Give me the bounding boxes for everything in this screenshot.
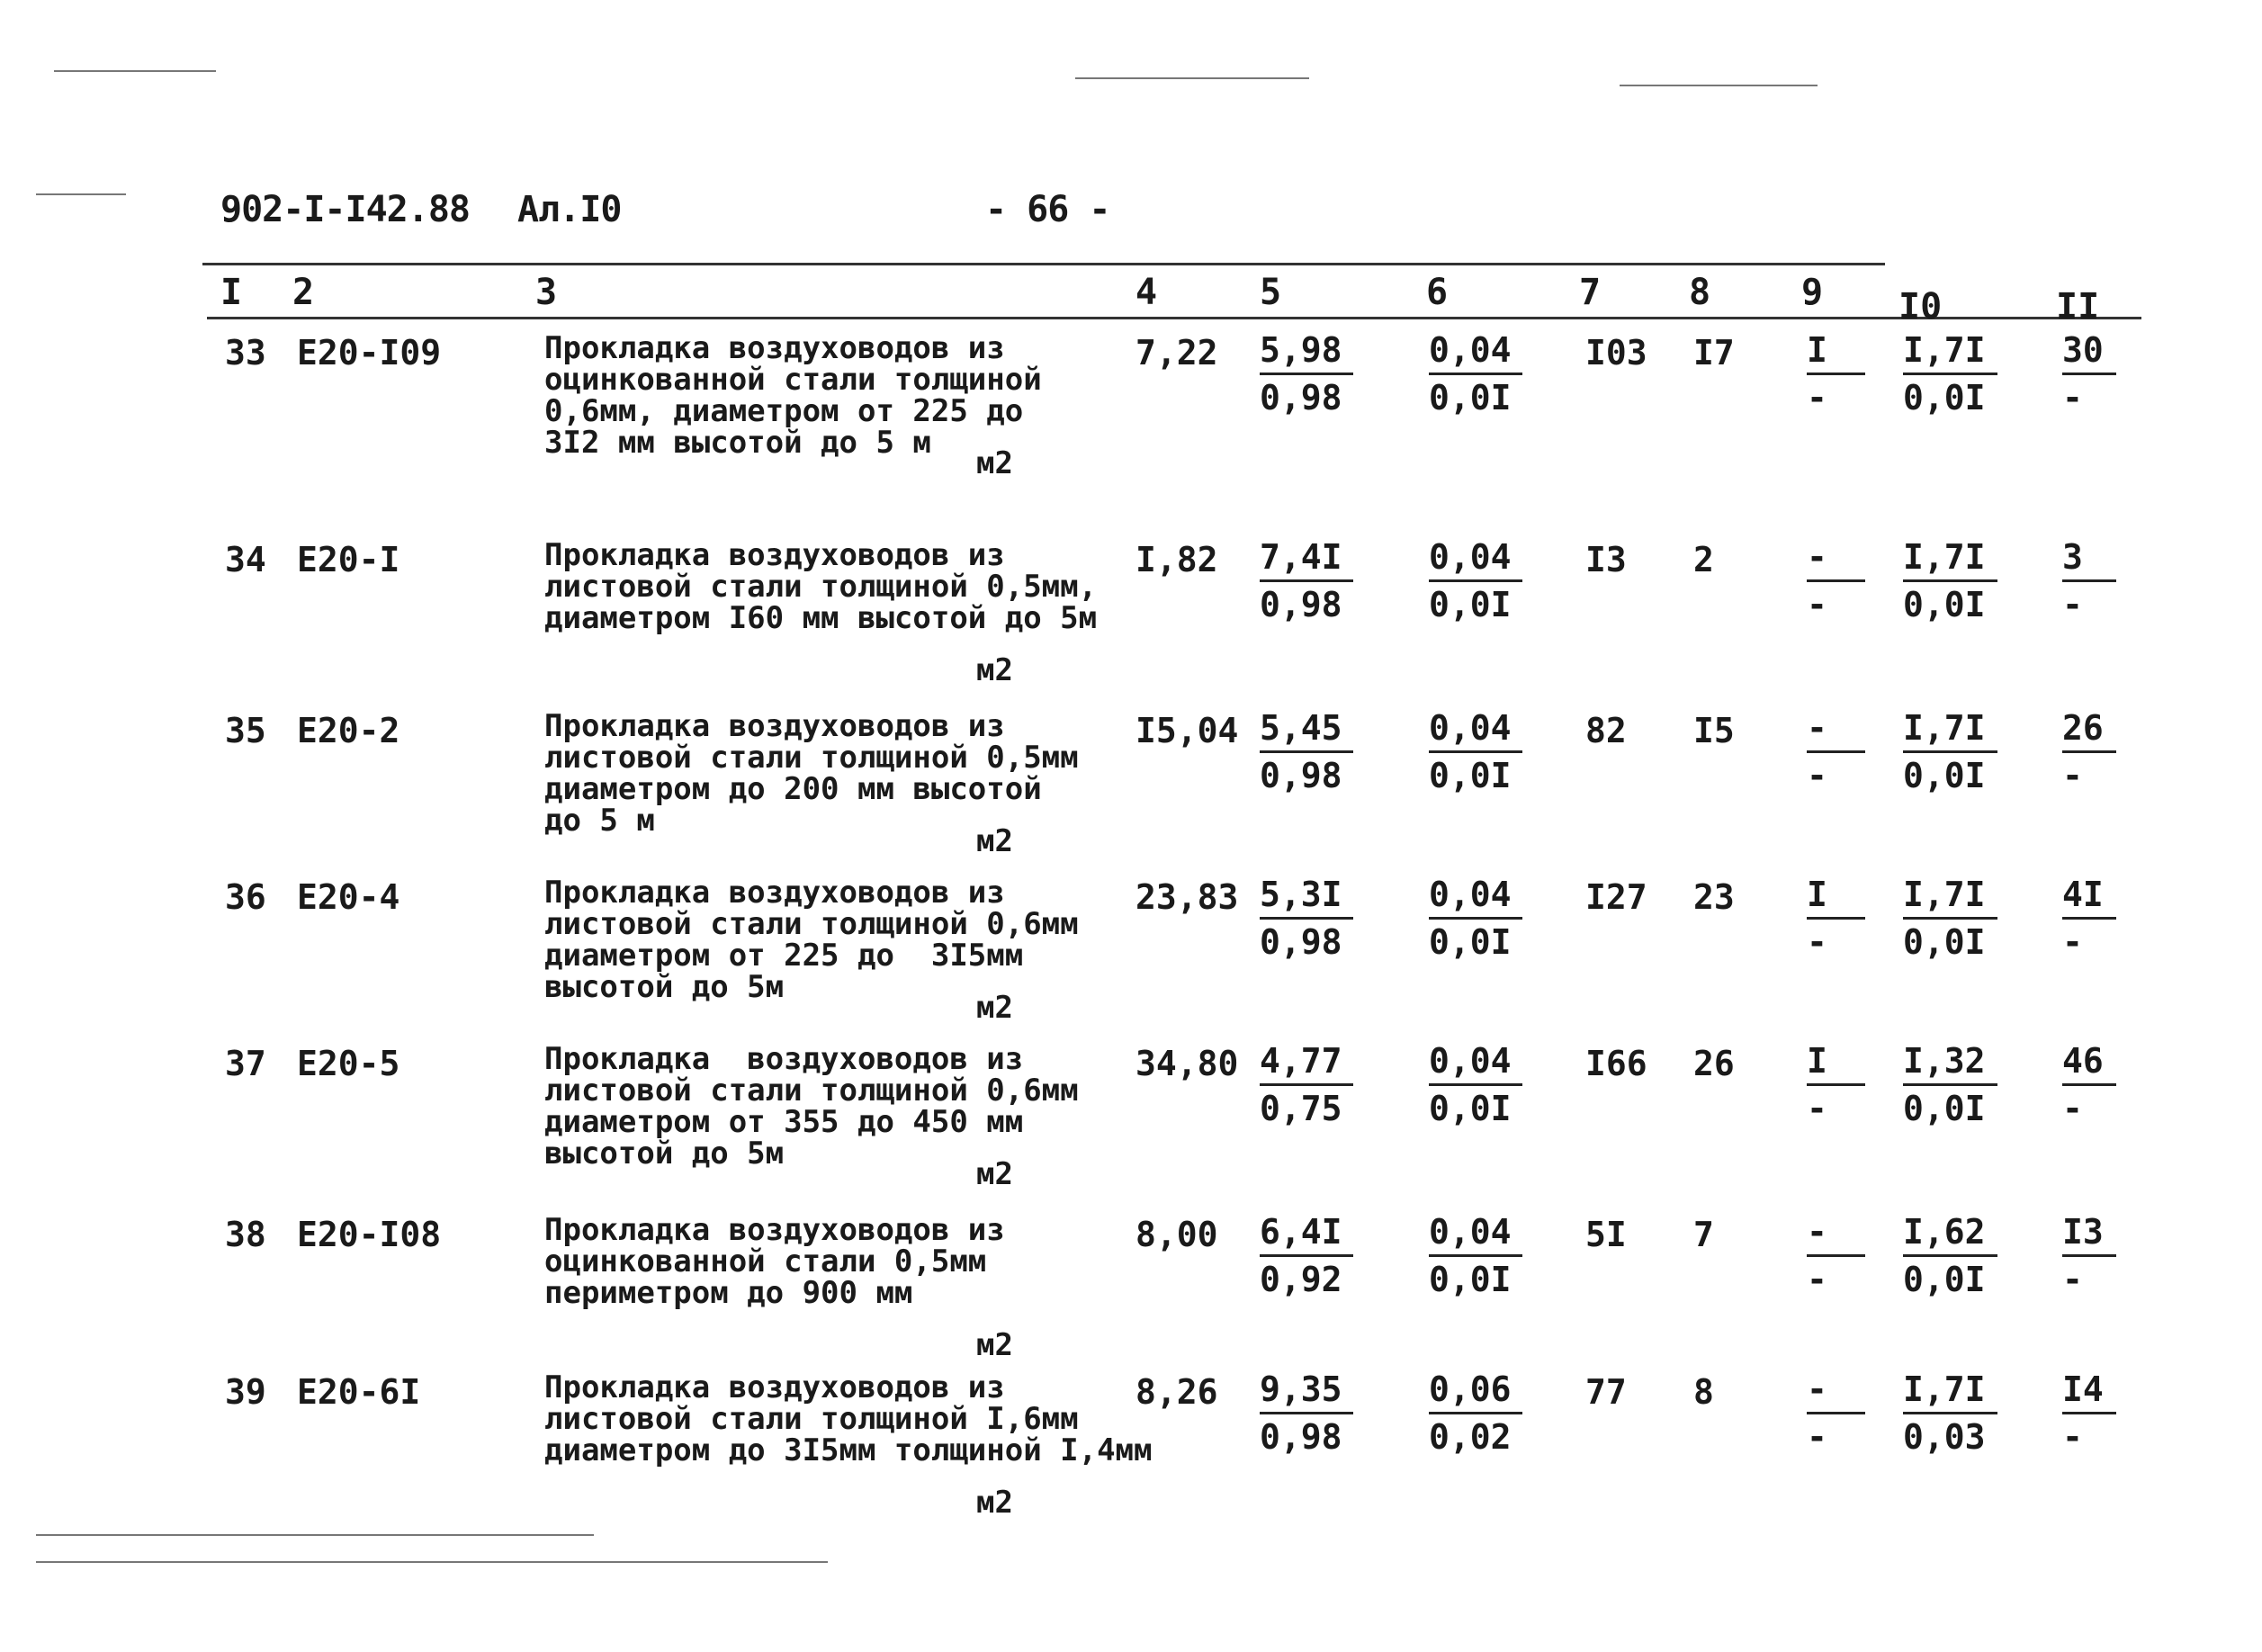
- labor-total-top: 3: [2062, 534, 2116, 582]
- scan-noise: [36, 1534, 594, 1536]
- wage-cost-bottom: 0,0I: [1429, 378, 1512, 417]
- description-line: диаметром от 355 до 450 мм: [544, 1104, 1024, 1140]
- unit-label: м2: [976, 652, 1013, 688]
- rate-code: Е20-5: [297, 1044, 400, 1083]
- labor-total-bottom: -: [2062, 1417, 2083, 1457]
- description-line: 3I2 мм высотой до 5 м: [544, 425, 931, 461]
- work-description: [544, 330, 1042, 461]
- labor-per-unit: [1903, 1367, 1997, 1459]
- description-line: листовой стали толщиной 0,5мм,: [544, 569, 1098, 605]
- total-wage: 8: [1693, 1372, 1714, 1412]
- machine-cost-bottom: -: [1807, 922, 1827, 962]
- quantity: 7,22: [1135, 333, 1218, 373]
- table-row: [0, 330, 2262, 495]
- unit-label: м2: [976, 1327, 1013, 1363]
- column-rule: [207, 317, 2141, 319]
- unit-cost-bottom: 0,98: [1260, 922, 1342, 962]
- machine-cost-top: I: [1807, 1038, 1865, 1086]
- labor-total-bottom: -: [2062, 922, 2083, 962]
- col-num-11: II: [2056, 286, 2100, 328]
- machine-cost-top: I: [1807, 872, 1865, 920]
- unit-cost-bottom: 0,98: [1260, 378, 1342, 417]
- machine-cost-bottom: -: [1807, 1417, 1827, 1457]
- unit-label: м2: [976, 445, 1013, 481]
- unit-label: м2: [976, 1485, 1013, 1521]
- total-cost: I27: [1585, 877, 1647, 917]
- labor-per-unit-bottom: 0,0I: [1903, 756, 1986, 795]
- labor-per-unit: [1903, 1038, 1997, 1131]
- album-number: Ал.I0: [517, 189, 622, 230]
- table-row: [0, 708, 2262, 873]
- wage-cost-bottom: 0,0I: [1429, 585, 1512, 624]
- machine-cost-bottom: -: [1807, 1260, 1827, 1299]
- labor-per-unit: [1903, 872, 1997, 965]
- col-num-8: 8: [1689, 272, 1711, 313]
- unit-label: м2: [976, 1156, 1013, 1192]
- labor-total: [2062, 872, 2116, 965]
- work-description: [544, 877, 1079, 1003]
- table-row: [0, 1369, 2262, 1534]
- machine-cost: [1807, 534, 1865, 627]
- labor-total-top: I3: [2062, 1209, 2116, 1257]
- labor-total: [2062, 1367, 2116, 1459]
- wage-cost: [1429, 1209, 1522, 1302]
- scan-noise: [1620, 85, 1818, 86]
- row-number: 33: [225, 333, 266, 373]
- machine-cost-bottom: -: [1807, 756, 1827, 795]
- wage-cost: [1429, 1367, 1522, 1459]
- labor-total: [2062, 1209, 2116, 1302]
- rate-code: Е20-6I: [297, 1372, 421, 1412]
- labor-total-top: 30: [2062, 328, 2116, 375]
- description-line: 0,6мм, диаметром от 225 до: [544, 393, 1024, 429]
- unit-cost: [1260, 705, 1353, 798]
- total-wage: 26: [1693, 1044, 1735, 1083]
- row-number: 34: [225, 540, 266, 579]
- machine-cost-bottom: -: [1807, 378, 1827, 417]
- labor-per-unit-bottom: 0,0I: [1903, 585, 1986, 624]
- description-line: листовой стали толщиной 0,5мм: [544, 740, 1079, 776]
- col-num-2: 2: [292, 272, 315, 313]
- unit-label: м2: [976, 823, 1013, 859]
- unit-cost-bottom: 0,92: [1260, 1260, 1342, 1299]
- unit-cost: [1260, 1038, 1353, 1131]
- labor-total-bottom: -: [2062, 1089, 2083, 1128]
- unit-cost-bottom: 0,98: [1260, 585, 1342, 624]
- labor-total: [2062, 328, 2116, 420]
- rate-code: Е20-2: [297, 711, 400, 750]
- description-line: Прокладка воздуховодов из: [544, 1041, 1024, 1077]
- wage-cost-bottom: 0,02: [1429, 1417, 1512, 1457]
- header-rule: [202, 263, 1885, 265]
- labor-per-unit-top: I,32: [1903, 1038, 1997, 1086]
- labor-per-unit: [1903, 705, 1997, 798]
- table-row: [0, 1212, 2262, 1377]
- col-num-4: 4: [1135, 272, 1158, 313]
- description-line: Прокладка воздуховодов из: [544, 1212, 1005, 1248]
- machine-cost-bottom: -: [1807, 1089, 1827, 1128]
- description-line: до 5 м: [544, 803, 655, 839]
- labor-per-unit-bottom: 0,0I: [1903, 1260, 1986, 1299]
- machine-cost: [1807, 1367, 1865, 1459]
- col-num-10: I0: [1898, 286, 1943, 328]
- total-wage: I5: [1693, 711, 1735, 750]
- work-description: [544, 537, 1098, 636]
- labor-per-unit: [1903, 534, 1997, 627]
- col-num-3: 3: [535, 272, 558, 313]
- unit-cost: [1260, 328, 1353, 420]
- wage-cost: [1429, 534, 1522, 627]
- scan-noise: [54, 70, 216, 72]
- labor-total-top: 26: [2062, 705, 2116, 753]
- quantity: 23,83: [1135, 877, 1239, 917]
- unit-cost-top: 5,45: [1260, 705, 1353, 753]
- total-cost: I66: [1585, 1044, 1647, 1083]
- quantity: I,82: [1135, 540, 1218, 579]
- machine-cost: [1807, 872, 1865, 965]
- machine-cost-top: -: [1807, 705, 1865, 753]
- quantity: 34,80: [1135, 1044, 1239, 1083]
- unit-cost: [1260, 1209, 1353, 1302]
- description-line: диаметром I60 мм высотой до 5м: [544, 600, 1098, 636]
- wage-cost-top: 0,04: [1429, 705, 1522, 753]
- quantity: 8,26: [1135, 1372, 1218, 1412]
- quantity: I5,04: [1135, 711, 1239, 750]
- labor-total-bottom: -: [2062, 585, 2083, 624]
- unit-cost: [1260, 872, 1353, 965]
- description-line: Прокладка воздуховодов из: [544, 1369, 1005, 1405]
- description-line: высотой до 5м: [544, 969, 785, 1005]
- total-wage: 7: [1693, 1215, 1714, 1254]
- labor-total-top: 46: [2062, 1038, 2116, 1086]
- scan-noise: [1075, 77, 1309, 79]
- labor-per-unit-bottom: 0,0I: [1903, 378, 1986, 417]
- unit-cost-bottom: 0,75: [1260, 1089, 1342, 1128]
- table-row: [0, 877, 2262, 1039]
- labor-per-unit-top: I,7I: [1903, 705, 1997, 753]
- description-line: Прокладка воздуховодов из: [544, 330, 1005, 366]
- machine-cost-top: -: [1807, 1367, 1865, 1414]
- unit-cost-top: 9,35: [1260, 1367, 1353, 1414]
- machine-cost-top: -: [1807, 534, 1865, 582]
- wage-cost: [1429, 1038, 1522, 1131]
- labor-per-unit-top: I,7I: [1903, 872, 1997, 920]
- scan-noise: [36, 193, 126, 195]
- unit-cost-bottom: 0,98: [1260, 756, 1342, 795]
- rate-code: Е20-I: [297, 540, 400, 579]
- unit-cost-top: 7,4I: [1260, 534, 1353, 582]
- labor-per-unit-top: I,7I: [1903, 1367, 1997, 1414]
- unit-cost-top: 5,98: [1260, 328, 1353, 375]
- labor-per-unit-bottom: 0,0I: [1903, 922, 1986, 962]
- scan-noise: [36, 1561, 828, 1563]
- labor-per-unit-bottom: 0,0I: [1903, 1089, 1986, 1128]
- col-num-6: 6: [1426, 272, 1449, 313]
- rate-code: Е20-4: [297, 877, 400, 917]
- unit-cost: [1260, 1367, 1353, 1459]
- rate-code: Е20-I09: [297, 333, 442, 373]
- labor-total: [2062, 705, 2116, 798]
- wage-cost-top: 0,06: [1429, 1367, 1522, 1414]
- row-number: 36: [225, 877, 266, 917]
- description-line: диаметром до 3I5мм толщиной I,4мм: [544, 1432, 1153, 1468]
- labor-total-bottom: -: [2062, 756, 2083, 795]
- unit-cost-top: 5,3I: [1260, 872, 1353, 920]
- machine-cost-top: -: [1807, 1209, 1865, 1257]
- table-row: [0, 537, 2262, 702]
- total-cost: I03: [1585, 333, 1647, 373]
- wage-cost-bottom: 0,0I: [1429, 922, 1512, 962]
- wage-cost: [1429, 872, 1522, 965]
- wage-cost-top: 0,04: [1429, 1209, 1522, 1257]
- machine-cost: [1807, 1209, 1865, 1302]
- wage-cost-top: 0,04: [1429, 1038, 1522, 1086]
- row-number: 39: [225, 1372, 266, 1412]
- wage-cost-bottom: 0,0I: [1429, 756, 1512, 795]
- machine-cost: [1807, 328, 1865, 420]
- row-number: 35: [225, 711, 266, 750]
- table-row: [0, 1041, 2262, 1206]
- description-line: оцинкованной стали 0,5мм: [544, 1243, 987, 1279]
- labor-total: [2062, 1038, 2116, 1131]
- wage-cost: [1429, 328, 1522, 420]
- work-description: [544, 708, 1079, 839]
- unit-label: м2: [976, 990, 1013, 1026]
- labor-per-unit: [1903, 1209, 1997, 1302]
- col-num-9: 9: [1801, 272, 1824, 313]
- description-line: листовой стали толщиной I,6мм: [544, 1401, 1079, 1437]
- description-line: периметром до 900 мм: [544, 1275, 913, 1311]
- col-num-5: 5: [1260, 272, 1282, 313]
- labor-total-bottom: -: [2062, 1260, 2083, 1299]
- labor-per-unit-bottom: 0,03: [1903, 1417, 1986, 1457]
- doc-code: 902-I-I42.88: [220, 189, 470, 230]
- unit-cost-top: 4,77: [1260, 1038, 1353, 1086]
- work-description: [544, 1369, 1153, 1468]
- unit-cost-bottom: 0,98: [1260, 1417, 1342, 1457]
- work-description: [544, 1212, 1005, 1311]
- total-wage: I7: [1693, 333, 1735, 373]
- wage-cost-top: 0,04: [1429, 872, 1522, 920]
- row-number: 37: [225, 1044, 266, 1083]
- labor-per-unit-top: I,7I: [1903, 328, 1997, 375]
- labor-per-unit-top: I,62: [1903, 1209, 1997, 1257]
- description-line: оцинкованной стали толщиной: [544, 362, 1042, 398]
- col-num-1: I: [220, 272, 243, 313]
- quantity: 8,00: [1135, 1215, 1218, 1254]
- labor-total-top: 4I: [2062, 872, 2116, 920]
- total-cost: I3: [1585, 540, 1627, 579]
- total-cost: 82: [1585, 711, 1627, 750]
- description-line: Прокладка воздуховодов из: [544, 708, 1005, 744]
- wage-cost: [1429, 705, 1522, 798]
- wage-cost-bottom: 0,0I: [1429, 1260, 1512, 1299]
- unit-cost-top: 6,4I: [1260, 1209, 1353, 1257]
- machine-cost-top: I: [1807, 328, 1865, 375]
- total-cost: 77: [1585, 1372, 1627, 1412]
- wage-cost-top: 0,04: [1429, 534, 1522, 582]
- description-line: Прокладка воздуховодов из: [544, 537, 1005, 573]
- description-line: высотой до 5м: [544, 1136, 785, 1172]
- total-cost: 5I: [1585, 1215, 1627, 1254]
- description-line: Прокладка воздуховодов из: [544, 875, 1005, 911]
- col-num-7: 7: [1579, 272, 1602, 313]
- description-line: листовой стали толщиной 0,6мм: [544, 1073, 1079, 1109]
- rate-code: Е20-I08: [297, 1215, 442, 1254]
- description-line: диаметром до 200 мм высотой: [544, 771, 1042, 807]
- description-line: листовой стали толщиной 0,6мм: [544, 906, 1079, 942]
- page-number: - 66 -: [985, 189, 1110, 230]
- wage-cost-top: 0,04: [1429, 328, 1522, 375]
- unit-cost: [1260, 534, 1353, 627]
- work-description: [544, 1041, 1079, 1172]
- row-number: 38: [225, 1215, 266, 1254]
- machine-cost: [1807, 705, 1865, 798]
- wage-cost-bottom: 0,0I: [1429, 1089, 1512, 1128]
- labor-per-unit: [1903, 328, 1997, 420]
- labor-total: [2062, 534, 2116, 627]
- total-wage: 23: [1693, 877, 1735, 917]
- total-wage: 2: [1693, 540, 1714, 579]
- machine-cost: [1807, 1038, 1865, 1131]
- labor-total-top: I4: [2062, 1367, 2116, 1414]
- description-line: диаметром от 225 до 3I5мм: [544, 938, 1024, 974]
- labor-per-unit-top: I,7I: [1903, 534, 1997, 582]
- machine-cost-bottom: -: [1807, 585, 1827, 624]
- labor-total-bottom: -: [2062, 378, 2083, 417]
